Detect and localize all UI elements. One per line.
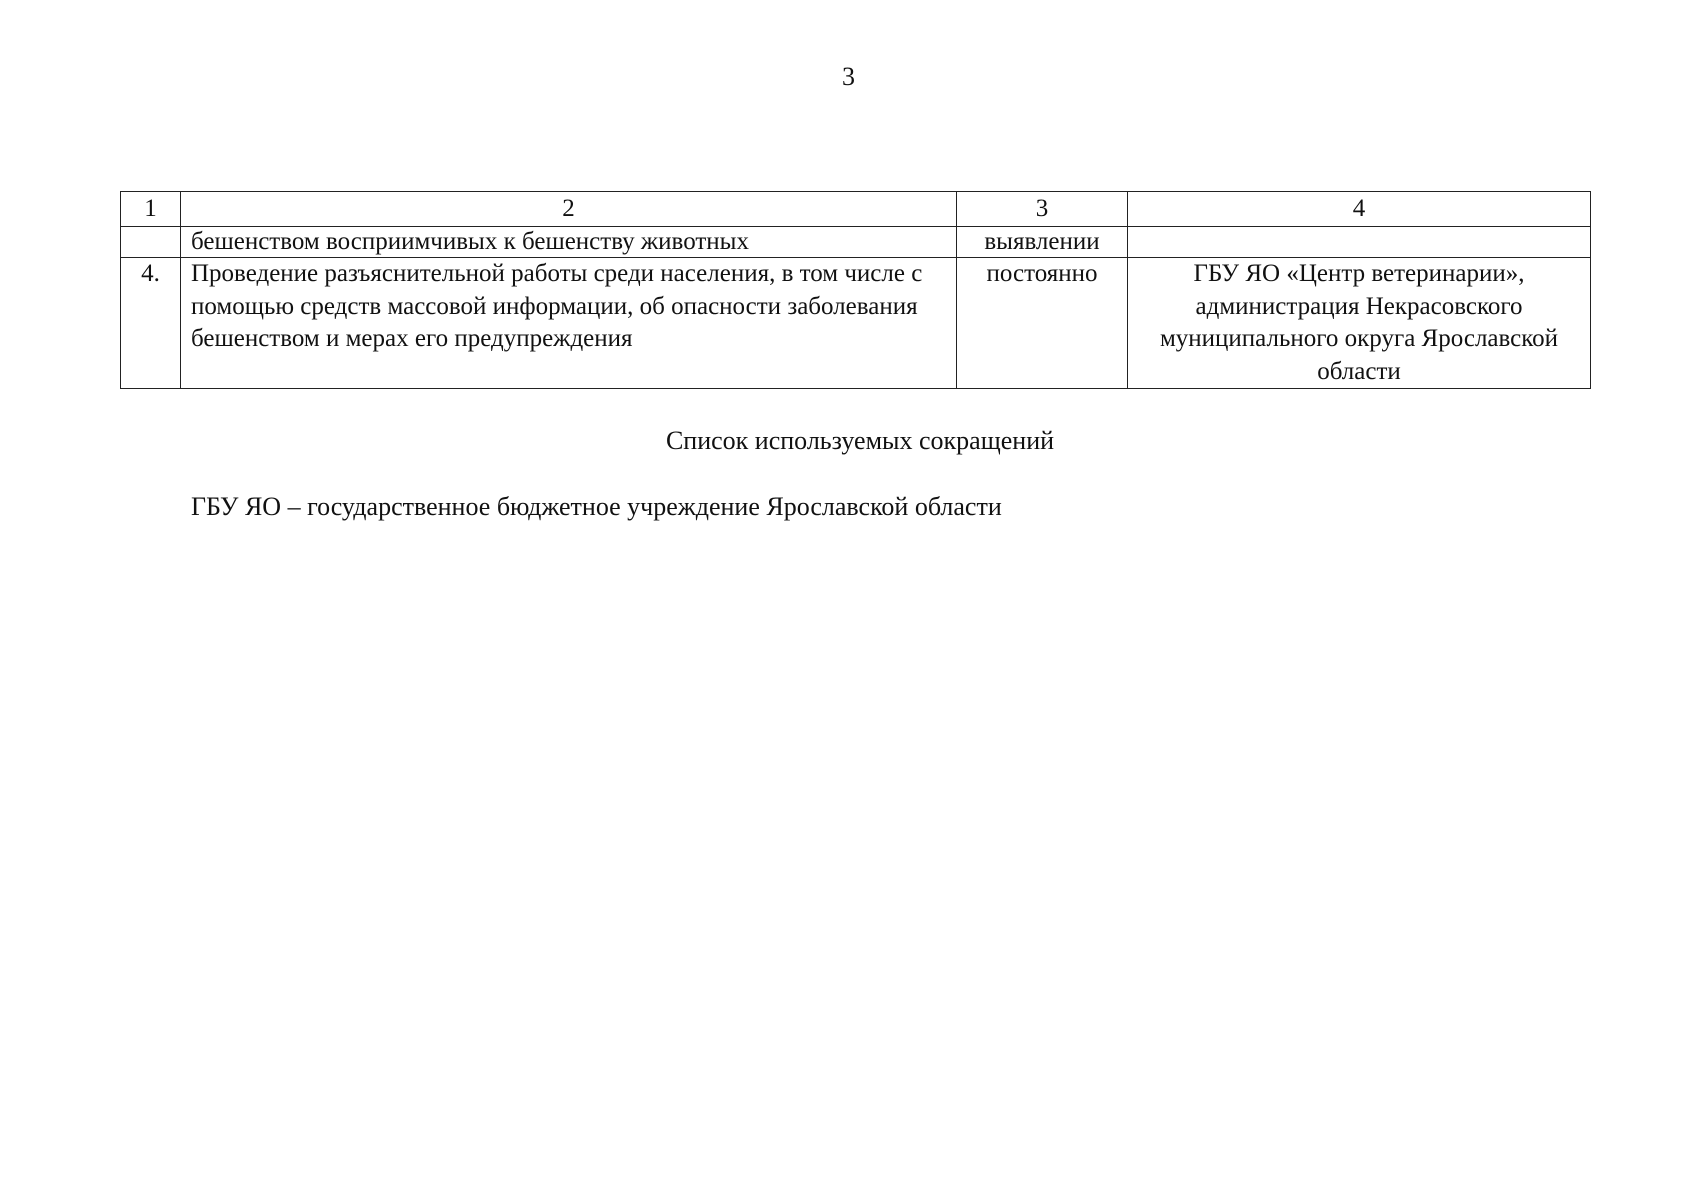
column-header-1: 1 xyxy=(121,192,181,227)
term-cell: постоянно xyxy=(957,258,1128,389)
column-header-4: 4 xyxy=(1128,192,1591,227)
measure-cell: Проведение разъяснительной работы среди населения, в том числе с помощью средств массовой информации, об опасности заболевания бешенством и мерах его предупреждения xyxy=(181,258,957,389)
table-row xyxy=(121,258,1591,389)
executor-cell xyxy=(1128,227,1591,258)
table-row xyxy=(121,227,1591,258)
table-header-row xyxy=(121,192,1591,227)
column-header-3: 3 xyxy=(957,192,1128,227)
abbreviation-item: ГБУ ЯО – государственное бюджетное учреждение Ярославской области xyxy=(191,492,1002,521)
page-number: 3 xyxy=(842,62,855,91)
column-header-2: 2 xyxy=(181,192,957,227)
row-number xyxy=(121,227,181,258)
measures-table xyxy=(120,191,1591,389)
row-number: 4. xyxy=(121,258,181,389)
abbreviations-title: Список используемых сокращений xyxy=(665,426,1055,455)
executor-cell: ГБУ ЯО «Центр ветеринарии», администрация Некрасовского муниципального округа Ярославской области xyxy=(1128,258,1591,389)
term-cell: выявлении xyxy=(957,227,1128,258)
measure-cell: бешенством восприимчивых к бешенству животных xyxy=(181,227,957,258)
